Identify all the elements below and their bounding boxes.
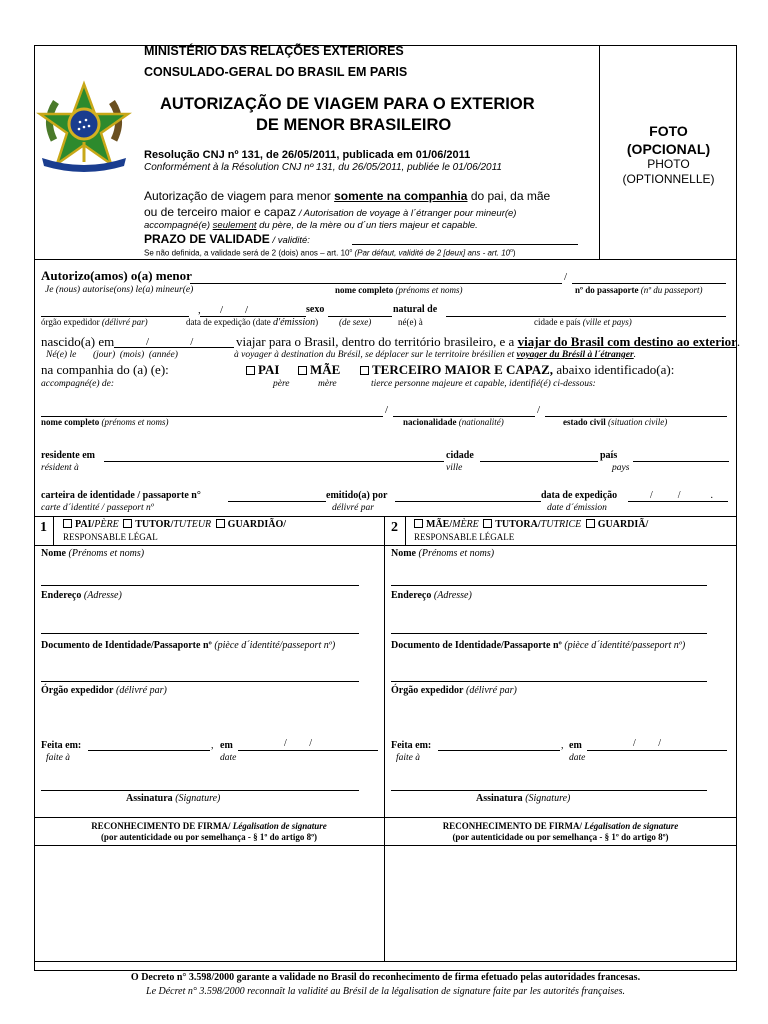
emitido-input[interactable] xyxy=(395,501,541,502)
col1-nome-label: Nome (Prénoms et noms) xyxy=(41,548,145,559)
nome-completo-label: nome completo (prénoms et noms) xyxy=(335,285,463,295)
col2-guardia-checkbox[interactable] xyxy=(586,519,595,528)
col1-guardiao-checkbox[interactable] xyxy=(216,519,225,528)
slash-2: / xyxy=(385,404,389,416)
reconhecimento-top-border xyxy=(34,817,737,818)
col2-tutora-checkbox[interactable] xyxy=(483,519,492,528)
date-slashes-1: , / / xyxy=(198,304,249,316)
pays-fr: pays xyxy=(612,463,630,473)
carteira-fr: carte d´identité / passeport nº xyxy=(41,503,154,513)
col1-endereco-input[interactable] xyxy=(41,633,359,634)
col1-header: PAI/PÈRE TUTOR/TUTEUR GUARDIÃO/ xyxy=(63,519,286,530)
pais-label: país xyxy=(600,450,618,461)
tierce-label: tierce personne majeure et capable, identifié(é) ci-dessous: xyxy=(371,379,596,389)
viajar-text: viajar para o Brasil, dentro do território brasileiro, e a viajar do Brasil com destino ao exterior. xyxy=(236,334,741,349)
autorizo-fr: Je (nous) autorise(ons) le(a) mineur(e) xyxy=(45,285,194,295)
mae-checkbox[interactable] xyxy=(298,366,307,375)
photo-label: FOTO (OPCIONAL) xyxy=(626,123,711,157)
minor-name-input[interactable] xyxy=(190,283,562,284)
col2-assinatura-label: Assinatura (Signature) xyxy=(476,793,571,804)
coat-of-arms-logo xyxy=(34,80,134,180)
col1-responsable: RESPONSABLE LÉGAL xyxy=(63,532,158,542)
date-slashes-2: / / xyxy=(146,336,194,348)
footer-decret-fr: Le Décret n° 3.598/2000 reconnaît la validité au Brésil de la légalisation de signature faite par les autorités françaises. xyxy=(146,986,625,997)
data-exp-label: data de expedição xyxy=(541,490,618,501)
residente-label: residente em xyxy=(41,450,95,461)
intro-text: Autorização de viagem para menor somente na companhia do pai, da mãe xyxy=(144,189,551,203)
date-emission-fr: date d´émission xyxy=(547,503,607,513)
validity-input[interactable] xyxy=(352,244,578,245)
carteira-label: carteira de identidade / passaporte n° xyxy=(41,490,201,501)
col2-endereco-input[interactable] xyxy=(391,633,707,634)
col2-reconhecimento: RECONHECIMENTO DE FIRMA/ Légalisation de signature (por autenticidade ou por semelhança - § 1º do artigo 8º) xyxy=(442,821,679,842)
col2-number-divider xyxy=(405,516,406,545)
autorizo-label: Autorizo(amos) o(a) menor xyxy=(41,268,192,283)
col2-date-slashes: / / xyxy=(633,738,662,749)
col2-comma: , xyxy=(561,740,564,751)
col1-documento-label: Documento de Identidade/Passaporte nº (pièce d´identité/passeport nº) xyxy=(41,640,336,651)
minor-passport-input[interactable] xyxy=(572,283,726,284)
col1-comma: , xyxy=(211,740,214,751)
col1-em-label: em xyxy=(220,740,233,751)
pais-input[interactable] xyxy=(633,461,729,462)
col1-pai-checkbox[interactable] xyxy=(63,519,72,528)
col2-number: 2 xyxy=(391,520,398,535)
slash-3: / xyxy=(537,404,541,416)
col2-feita-input[interactable] xyxy=(438,750,560,751)
col2-date-label: date xyxy=(569,753,586,763)
col2-nome-label: Nome (Prénoms et noms) xyxy=(391,548,495,559)
col1-number-divider xyxy=(53,516,54,545)
col2-documento-label: Documento de Identidade/Passaporte nº (pièce d´identité/passeport nº) xyxy=(391,640,686,651)
resident-fr: résident à xyxy=(41,463,79,473)
validity-label: PRAZO DE VALIDADE / validité: xyxy=(144,232,310,246)
date-slashes-3: / / . xyxy=(650,490,714,501)
col2-responsable: RESPONSABLE LÉGALE xyxy=(414,532,515,542)
col2-mae-checkbox[interactable] xyxy=(414,519,423,528)
ville-fr: ville xyxy=(446,463,463,473)
stamp-bottom-border xyxy=(34,961,737,962)
col1-feita-label: Feita em: xyxy=(41,740,82,751)
col2-faite-a: faite à xyxy=(396,753,421,763)
nacionalidade-label: nacionalidade (nationalité) xyxy=(403,417,504,427)
resolution-text-fr: Conformément à la Résolution CNJ nº 131, du 26/05/2011, publiée le 01/06/2011 xyxy=(144,162,502,173)
orgao-label: órgão expedidor (délivré par) xyxy=(41,317,148,327)
col1-em-input[interactable] xyxy=(238,750,378,751)
col2-feita-label: Feita em: xyxy=(391,740,432,751)
intro-text-2: ou de terceiro maior e capaz / Autorisation de voyage à l´étranger pour mineur(e) xyxy=(144,205,517,219)
col2-orgao-label: Órgão expedidor (délivré par) xyxy=(391,685,517,696)
col1-assinatura-label: Assinatura (Signature) xyxy=(126,793,221,804)
photo-label-fr: PHOTO (OPTIONNELLE) xyxy=(622,157,715,186)
header-bottom-border xyxy=(34,259,737,260)
col1-stamp-area[interactable] xyxy=(35,846,383,961)
nascido-label: nascido(a) em xyxy=(41,334,115,349)
pai-option[interactable]: PAI xyxy=(246,362,279,378)
consulate-label: CONSULADO-GERAL DO BRASIL EM PARIS xyxy=(144,65,408,79)
ne-le-label: Né(e) le (jour) (mois) (année) xyxy=(46,350,178,360)
residente-input[interactable] xyxy=(104,461,444,462)
pai-checkbox[interactable] xyxy=(246,366,255,375)
cidade-pais-label: cidade e país (ville et pays) xyxy=(534,317,632,327)
col1-reconhecimento: RECONHECIMENTO DE FIRMA/ Légalisation de signature (por autenticidade ou por semelhança - § 1º do artigo 8º) xyxy=(91,821,327,842)
sexo-label: sexo xyxy=(306,304,325,315)
estado-civil-label: estado civil (situation civile) xyxy=(563,417,668,427)
col1-date-slashes: / / xyxy=(284,738,313,749)
title-line1: AUTORIZAÇÃO DE VIAGEM PARA O EXTERIOR xyxy=(160,95,535,113)
col1-date-label: date xyxy=(220,753,237,763)
pere-label: père xyxy=(273,379,290,389)
de-sexe-label: (de sexe) xyxy=(339,317,372,327)
col2-signature-input[interactable] xyxy=(391,790,707,791)
voyager-text: à voyager à destination du Brésil, se déplacer sur le territoire brésilien et voyager du Brésil à l´étranger. xyxy=(234,350,637,360)
data-exp-input[interactable] xyxy=(628,501,728,502)
nome-completo2-label: nome completo (prénoms et noms) xyxy=(41,417,169,427)
column-headers-bottom xyxy=(34,545,737,546)
mere-label: mère xyxy=(318,379,337,389)
col1-tutor-checkbox[interactable] xyxy=(123,519,132,528)
ne-a-label: né(e) à xyxy=(398,317,423,327)
col1-number: 1 xyxy=(40,520,47,535)
col2-stamp-area[interactable] xyxy=(385,846,736,961)
natural-de-label: natural de xyxy=(393,304,438,315)
companhia-label: na companhia do (a) (e): xyxy=(41,362,169,377)
cidade-label: cidade xyxy=(446,450,474,461)
col1-documento-input[interactable] xyxy=(41,681,359,682)
col1-endereco-label: Endereço (Adresse) xyxy=(41,590,122,601)
col2-nome-input[interactable] xyxy=(391,585,707,586)
columns-top-border xyxy=(34,516,737,517)
intro-text-fr: accompagné(e) seulement du père, de la mère ou d´un tiers majeur et capable. xyxy=(144,220,478,231)
col1-signature-input[interactable] xyxy=(41,790,359,791)
col2-em-label: em xyxy=(569,740,582,751)
col1-feita-input[interactable] xyxy=(88,750,210,751)
footer-decreto: O Decreto n° 3.598/2000 garante a validade no Brasil do reconhecimento de firma efetuado pelas autoridades francesas. xyxy=(130,972,641,983)
terceiro-checkbox[interactable] xyxy=(360,366,369,375)
col2-documento-input[interactable] xyxy=(391,681,707,682)
validity-note: Se não definida, a validade será de 2 (dois) anos – art. 10$^o$ (Par défaut, validité de 2 [deux] ans - art. 10$^o$) xyxy=(144,248,516,258)
slash-1: / xyxy=(564,271,568,283)
passaporte-label: nº do passaporte (nº du passeport) xyxy=(575,285,703,295)
col1-nome-input[interactable] xyxy=(41,585,359,586)
col2-endereco-label: Endereço (Adresse) xyxy=(391,590,472,601)
terceiro-option[interactable]: TERCEIRO MAIOR E CAPAZ, abaixo identificado(a): xyxy=(360,362,674,378)
cidade-input[interactable] xyxy=(480,461,598,462)
col1-orgao-label: Órgão expedidor (délivré par) xyxy=(41,685,167,696)
accompagne-label: accompagné(e) de: xyxy=(41,379,115,389)
mae-option[interactable]: MÃE xyxy=(298,362,340,378)
carteira-input[interactable] xyxy=(228,501,326,502)
title-line2: DE MENOR BRASILEIRO xyxy=(256,116,452,134)
col1-faite-a: faite à xyxy=(46,753,71,763)
col2-em-input[interactable] xyxy=(587,750,727,751)
data-expedicao-label: data de expedição (date d'émission) xyxy=(186,317,319,328)
delivre-fr: délivré par xyxy=(332,503,374,513)
emitido-label: emitido(a) por xyxy=(326,490,388,501)
ministry-label: MINISTÉRIO DAS RELAÇÕES EXTERIORES xyxy=(144,44,404,58)
resolution-text: Resolução CNJ nº 131, de 26/05/2011, publicada em 01/06/2011 xyxy=(144,149,471,161)
col2-header: MÃE/MÈRE TUTORA/TUTRICE GUARDIÃ/ xyxy=(414,519,648,530)
